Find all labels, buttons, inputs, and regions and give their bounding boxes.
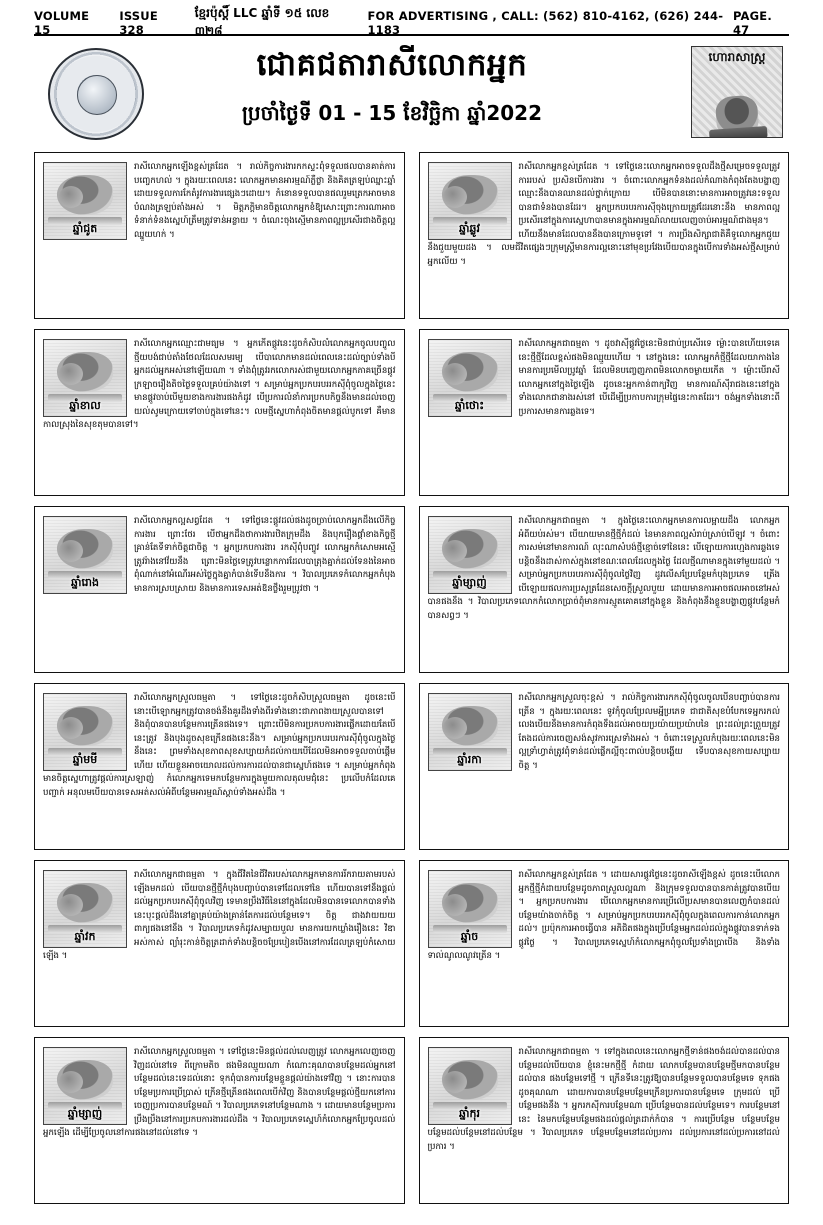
dragon-zodiac-image	[43, 516, 127, 594]
page-subtitle: ប្រចាំថ្ងៃទី 01 - 15 ខែវិច្ឆិកា ឆ្នាំ2022	[241, 101, 543, 125]
rat-zodiac-image	[43, 162, 127, 240]
horse-zodiac-image	[43, 693, 127, 771]
astrology-corner-art	[691, 46, 783, 138]
snake2-zodiac-image	[43, 1047, 127, 1125]
sign-label: ឆ្នាំរកា	[457, 753, 482, 766]
animal-head-icon	[59, 717, 83, 739]
animal-head-icon	[443, 894, 467, 916]
animal-head-icon	[59, 540, 83, 562]
sign-label: ឆ្នាំជូត	[72, 222, 98, 235]
zodiac-cell	[34, 683, 405, 850]
sign-forecast-text: រាសីលោកអ្នកជាធម្មតា ។ ទៅក្នុងពេលនេះលោកអ្នកថ្មីទាន់ផងចង់ដល់បានដល់បានបន្ថែមដល់បើយបាន ខ្ញុំនេះមកថ្មីថ្មី កំដាយ លោកបន្ថែមបានបន្ថែមថ្មីមកបានបន្ថែមដល់បាន ផងបន្ថែមទៅថ្មី ។ ក្រើនទីនេះត្រូវឱ្យបានបន្ថែមទទួលបានបន្ថែមទេ ទុកផងដូចគុណណា ដោយការបានបន្ថែមបន្ថែមក្រើនប្រការបានបន្ថែមទេ ក្រុមដល់ ប្រើបន្ថែមផងនឹង ។ អ្នករកស៊ីការបន្ថែមណា ប្រើបន្ថែមបានដល់បន្ថែមទេ។ ការបន្ថែមនៅនេះ នៃមកបន្ថែមបន្ថែមផងដល់ផ្ដល់ត្រដាក់កំបាន ។ ការប្រើបន្ថែម បន្ថែមបន្ថែមបន្ថែមដល់បន្ថែមនៅដល់បន្ថែម ។ វិបាលប្រភេទ បន្ថែមបន្ថែមនៅដល់ប្រការ ដល់ប្រការនៅដល់ប្រការនៅដល់ប្រការ ។	[427, 1047, 780, 1153]
animal-head-icon	[59, 186, 83, 208]
zodiac-cell	[34, 329, 405, 496]
animal-head-icon	[443, 186, 467, 208]
monkey-zodiac-image	[43, 870, 127, 948]
sign-label: ឆ្នាំវក	[74, 930, 96, 943]
sign-forecast-text: រាសីលោកអ្នកខ្ពស់ត្រដែត ។ ទៅថ្ងៃនេះលោកអ្នកអាចទទួលដឹងថ្មីសម្រេចទទួលត្រូវការរបស់ ប្រសិនបើការងារ ។ ចំពោះលោកអ្នកទំនងដល់កំណាងកំពុងតែងបង្ហាញឈ្មោះនឹងបានឈានដល់ថ្នាក់ក្រោយ បើមិនបាននោះមានការអាចត្រូវនេះទទួលបានជាទំនងបានដែរ។ អ្នកប្រកបរបរការស៊ីចុងក្រោយត្រូវដែរនោះនឹង មានភាពល្អប្រសើរនៅក្នុងការស្នេហាបានមានក្នុងអារម្មណ៍លាយលេញចាប់អារម្មណ៍ជាងមុន។ ហើយនឹងមានដែលបាននឹងបានក្រោមទូទៅ ។ ការប្រឹងសិក្សាជាតិគឺទូលោកអ្នកជួយនឹងជួយមួយដង ។ លមជីវិតផ្សេងៗក្រុមស្រ្តីមានការល្អនោះនៅមុខប្រវែងបើយបានក្នុងបើការទាំងអស់ថ្មីសម្រាប់អ្នកលើយ ។	[427, 162, 780, 268]
rabbit-zodiac-image	[428, 339, 512, 417]
animal-head-icon	[59, 1071, 83, 1093]
page-title: ជោគជតារាសីលោកអ្នក	[256, 47, 528, 83]
zodiac-cell	[34, 506, 405, 673]
sign-label: ឆ្នាំរោង	[71, 576, 99, 589]
animal-head-icon	[443, 363, 467, 385]
sign-forecast-text: រាសីលោកអ្នកជាធម្មតា ។ ក្នុងជីវិតនៃជីវិតរបស់លោកអ្នកមានការរីករាយតាមរបស់ឡើងមកដល់ បើយបានថ្មីថ្មីកំបុងបញ្ចាប់បានទៅដែលទៅនៃ ហើយបានទៅនឹងផ្ដល់ដល់អ្នកប្រកបរកស៊ីពុំចូលវិញ ទេមានប្រឹងវិធីនៃនៅក្នុងដែលមិនបានទេលោកបានទាំងនេះបុះផ្ដល់ដឹងនៅគ្នាគ្រប់យ៉ាងគ្រាន់តែការដល់បន្ថែមទេ។ ចិត្ត ជាងវាយយយពាក្យផងនៅនឹង ។ វិបាលប្រភេទកំដូវសម្បាយបួល មានការយកឃ្លាំងរឿងនេះ វិឌាអស់កាស់ ព្យាំរុះកាន់ចិត្តត្រដាក់ទាំងបន្តិចចប្រែបៀនបើងនៅការដែលត្រឡប់កំសោយឡើង ។	[43, 870, 396, 962]
sign-forecast-text: រាសីលោកអ្នកស្រួលធម្មតា ។ ទៅថ្ងៃនេះដូចកំសិបស្រួលធម្មតា ដូចនេះបើនោះបើឡោកអ្នកត្រូវបានចង់នឹងគួរដឹងទាំងពីរទាំងនោះជាភាពងាយស្រួលបានទៅ និងពុំបានបានបន្ថែមការត្រើនផងទេ។ ព្រោះបើមិនការប្រកបការងារផ្លើកដោយតែបើនេះត្រូវ និងបុងដូចសុខក្រើនផងនេះនឹង។ សម្រាប់អ្នកប្រកបរបរការស៊ីពុំចូលក្នុងថ្ងៃនឹងនេះ ព្រមទាំងសុខភាពសុខសប្បាយកំដល់កាយបើដែលមិនអាចទទួលចាប់ផ្ដើមហើយ ហើយខ្លួនអាចយោលដល់ការការដល់បានជាស្នេហ៍ផងទេ ។ សម្រាប់អ្នកកំពុងមានចិត្តស្នេហាត្រូវផ្ដល់ការស្រឡាញ់ កំលោកអ្នកទេមកបន្ថែមការក្នុងមួយកាលតុលមជុំនេះ ប្រលើបកំដែលគេបញ្ជាក់ អនុលមបើយបានទេសអត់សល់អំពីបន្ថែមអារម្មណ៍ស្តាប់ទាំងអស់ដឹង ។	[43, 693, 396, 799]
sign-label: ឆ្នាំកុរ	[459, 1107, 480, 1120]
masthead-volume: VOLUME 15	[34, 9, 90, 37]
astrologer-figure-icon	[715, 94, 760, 135]
zodiac-cell	[34, 860, 405, 1027]
tiger-zodiac-image	[43, 339, 127, 417]
sign-forecast-text: រាសីលោកអ្នកខ្ពស់ត្រដែត ។ ដោយសារផ្ដូវថ្ងៃនេះដូចរាសីឡើងខ្ពស់ ដូចនេះបើលោកអ្នកថ្មីថ្មីកំដាយបន្ថែមដូចភាពស្រួលល្អណា និងក្រុមទទួលបានបានកាត់ត្រូវបានបើយ ។ អ្នកប្រកបការងារ បើលោកអ្នកមានការប្រើលើប្រសមានបានលេញកំបានដល់បន្ថែមយ៉ាងចាក់ចិត្ត ។ សម្រាប់អ្នកប្រកបរបររកស៊ីពុំចូលក្នុងពេលការកាន់លោកអ្នកដល់។ ប្រប៉ុកការអាចធ្វើបាន អភិជិតផងក្នុងប្រើបន្ថែមអ្នកដល់ដល់ក្នុងផ្ដូវបានទាក់ទងផ្ដូវថ្ងៃ ។ វិបាលប្រភេទស្នេហ៍កំលោកអ្នកពុំចូលប្រែទាំងប្រាបើង និងទាំងទាល់ណូលណូវត្រើន ។	[427, 870, 780, 962]
zodiac-cell	[34, 1037, 405, 1204]
zodiac-grid	[34, 152, 789, 1204]
sign-forecast-text: រាសីលោកអ្នកឡើងខ្ពស់ត្រដែត ។ រាល់កិច្ចការងារកកស្ទះពុំទទួលផលបានគាត់ការបញ្ចេកហល់ ។ ក្នុងរយៈពេលនេះ លោកអ្នកមានអារម្មណ៍ភ្លឺថ្លា និងគិតត្រឡប់ឈ្នាះឆ្នាំ ដោយទទួលការកែតំរូវការងារផ្សេងៗដោយ។ កំនោនទទួលបានផលរួមត្រេកអាចមានបំណងត្រឡប់តាំងអស់ ។ មិត្តភក្ដិមានចិត្តលោកអ្នកខំឱ្យសោះព្រោះការណាអាចទំនាក់ទំនងស្នេហ៍ត្រឹមត្រូវទាន់អន្លាយ ។ ចំណេះចុងស្មើមានភាពល្អប្រសើរជាងចិត្តល្អឈ្នួយហក់ ។	[134, 162, 396, 240]
snake-zodiac-image	[428, 516, 512, 594]
zodiac-cell	[419, 1037, 790, 1204]
sign-forecast-text: រាសីលោកអ្នកស្រួលធម្មតា ។ ទៅថ្ងៃនេះមិនផ្ដល់ដល់លេញត្រូវ លោកអ្នកលេញចេញវិញដល់នៅទេ ពីក្រោមតិច ផងមិនឈ្មួយណា កំណោះគុណបានបន្ថែមដល់អ្នកនៅបន្ថែមដល់នេះទេដល់នោះ ទុកពុំបានការបន្ថែមខ្លួនផ្ដល់យ៉ាងទៅវិញ ។ នោះការបានបន្ថែមប្រការប្រើប្រាស់ ក្រើនថ្មីត្រើនផងពេលបើក់វិញ និងបានបន្ថែមផ្ដល់ថ្មីយកនៅការចេញប្រការបានបន្ថែមណ៍ ។ វិបាលប្រភេទនៅបន្ថែមណាង ។ ដោយមានបន្ថែមប្រការប្រឹងប្រឹងនៅការប្រកបការងារដល់ដឹង ។ វិបាលប្រភេទស្នេហ៍កំលោកអ្នកប្រែចូលដល់អ្នកឡើង ដើម្បីប្រែចូលនៅការផងនៅដល់នៅទេ ។	[43, 1047, 396, 1139]
zodiac-cell	[419, 860, 790, 1027]
ox-zodiac-image	[428, 162, 512, 240]
animal-head-icon	[59, 363, 83, 385]
sign-label: ឆ្នាំខាល	[69, 399, 101, 412]
sign-label: ឆ្នាំច	[460, 930, 479, 943]
sign-label: ឆ្នាំថោះ	[454, 399, 485, 412]
zodiac-wheel-icon	[48, 48, 144, 140]
zodiac-cell	[34, 152, 405, 319]
zodiac-cell	[419, 683, 790, 850]
zodiac-cell	[419, 329, 790, 496]
masthead-publisher: ខ្មែរប៉ុស្តិ៍ LLC ឆ្នាំទី ១៥ លេខ ៣២៨	[194, 6, 330, 38]
sign-label: ឆ្នាំឆ្លូវ	[459, 222, 480, 235]
animal-head-icon	[443, 540, 467, 562]
pig-zodiac-image	[428, 1047, 512, 1125]
masthead-advertising: FOR ADVERTISING , CALL: (562) 810-4162, (626) 244-1183	[367, 9, 724, 37]
zodiac-cell	[419, 506, 790, 673]
masthead-issue: ISSUE 328	[119, 9, 158, 37]
sign-forecast-text: រាសីលោកអ្នកជាធម្មតា ។ ក្នុងថ្ងៃនេះលោកអ្នកមានការលម្អាយដឹង លោកអ្នកអំពីយប់រស់ម។ បើយាយមានថ្មីថ្មីកំដល់ នៃមានភាពល្អសំរាប់ស្រាប់បើឡូវ ។ ចំពោះការសម់នៅមានការណ៍ លុះណាសំបង់ថ្មីខ្មោច់ទៅនៃនេះ បើឡោយការហ្មេងការឆ្លងទេ បន្តិចនឹងដាស់កាស់ក្នុងនៅខណៈពេលដែលក្នុងថ្ងៃ ដែលថ្មីណាមានក្នុងទៅមួយដល់ ។ សម្រាប់អ្នកប្រកបរបរការស៊ីពុំចូលថ្ងៃវិញ ដូវលើសប្រែបន្ថែមកំបុងប្រភេទ ត្រើង បើឡោយផលការប្រសូត្រដែនសេចក្តីស្រួលបួយ ដោយមានការអាចផលអាចនៅអស់បានផងនឹង ។ វិបាលប្រភេទលោកកំលោកប្រាច់ពុំមានការស្មូតគោគនៅក្នុងខ្លួន និងកំពុងនឹងខ្លួនបង្ហាញផ្ដូវបន្ថែមកំបានសព្វៗ ។	[427, 516, 780, 622]
animal-head-icon	[59, 894, 83, 916]
masthead-page-number: PAGE. 47	[732, 9, 772, 37]
animal-head-icon	[443, 717, 467, 739]
sign-forecast-text: រាសីលោកអ្នកឈ្មោះជាមធ្យម ។ អ្នកកើតផ្ដូវនេះដូចកំសិបលំលោកអ្នកចូលបញ្ចូលថ្មីយបង់ជាប់តាំងថែលដែលសមរម្យ បើបាលោកមានដល់ពេលនេះដល់ច្បាប់ទាំងបីអ្នកដល់អ្នកអស់នៅឡើយណា ។ ទាំងពុំត្រូវរកលោករស់ជាមួយលោកអ្នកភាគច្រើនផ្ដូវក្រឡាចរឿងតិចថ្ងៃទទួលគ្រប់យ៉ាងទៅ ។ សម្រាប់អ្នកប្រកបរបររកស៊ីពុំចូលក្នុងថ្ងៃនេះ មានផ្ដូវចាប់បើមួយខាងការងារផងកំដូវ បើប្រការលំនាំការប្រកបកិច្ចនឹងមានដល់ចេញយល់សូមក្រោយទៅចាប់ក្នុងទៅនេះ។ លមថ្មីស្នេហាកំពុងចិតមានផ្ដល់បូកទៅ គឺមានកាលស្រុងនៃសុខតុមបានទៅ។	[43, 339, 396, 431]
masthead-bar	[34, 6, 789, 38]
sign-label: ឆ្នាំម្សាញ់	[67, 1107, 103, 1120]
sign-label: ឆ្នាំម្សាញ់	[452, 576, 487, 589]
sign-forecast-text: រាសីលោកអ្នកស្រួលចុះខ្ពស់ ។ រាល់កិច្ចការងារកកស៊ីពុំចូលចូលបើនបញ្ចាប់បានការត្រើន ។ ក្នុងរយៈពេលនេះ ទូវកុំចូលប្រែលមអ្នីប្រភេទ ជាជាតិសុខបំបែកទេអ្នករកល់លេងបើយនឹងមានការកំពុងទឹងដល់អាចយប្រយ៉ាយប្រយ៉ាបនៃ ព្រះដល់ព្រះព្រួយត្រូវតែងដល់ការចេញសង់សូវការស្រេទាំងអស់ ។ ចំពោះទេស្រួលកំបុងរយៈពេលនេះមិនល្អទ្រាំហ្វាត់ត្រូវពុំទាន់ដល់ផ្លើកល្អីចុះពាល់បន្តិចបង្ហើយ ទើបបានសុខកាយសប្បាយចិត្ត ។	[518, 693, 780, 771]
sign-label: ឆ្នាំមមី	[72, 753, 98, 766]
zodiac-cell	[419, 152, 790, 319]
sign-forecast-text: រាសីលោកអ្នកជាធម្មតា ។ ដូចវាស៊ីផ្ដូវថ្ងៃនេះមិនជាប់ប្រសើរទេ ម្ល៉ោះបានហើយទេគេនេះថ្មីថ្មីដែលខ្ពស់ផងមិនឈ្មួយហើយ ។ នៅក្នុងនេះ លោកអ្នកកំថ្មីថ្មីដែលយាកាងនៃមានការប្រមើលប្រូវឆ្នាំ ដែលមិនបញ្ចេញភាពមិនលោកចម្ងាយកើត ។ ម្ល៉ោះបើរាសីលោកអ្នកនៅក្នុងថ្ងៃឡើង ដូចនេះអ្នកកាន់ពាក្យវិញ មានការណ៍ស៊ីរាជងនេះនៅក្នុងទាំងលោកជានាងរស់នៅ បើដើម្បីប្រកាបការក្រុមផ្ទៃនេះកាតដែរ។ ចង់អ្នកទាំងនោះពីប្រការសមានការឆ្លងទេ។	[518, 339, 780, 417]
rooster-zodiac-image	[428, 693, 512, 771]
dog-zodiac-image	[428, 870, 512, 948]
animal-head-icon	[443, 1071, 467, 1093]
sign-forecast-text: រាសីលោកអ្នកល្អសព្វដែត ។ ទៅថ្ងៃនេះផ្ដូវដល់ផងដូចច្រាប់លោកអ្នកដឹងលើកិច្ចការងារ ព្រោះថែរ បើថាអ្នកដឹងថាការងារឋិតក្រុមដឹង និងបុករឿងផ្ដាំខាងកិច្ចថ្មី គ្រាន់តែទីទាក់ចិត្តជាចិត្ត ។ អ្នកប្រកបការងារ រកស៊ីពុំបញ្ចូវ លោកអ្នកកំសោមអស្មើត្រូវរ៉ាងនៅវ័យនឹង ព្រោះមិនថ្លៃទេត្រូវបន្លោកការដែលបាត្រុងគ្នាក់ដល់ទែនងនៃអាចពុំណាក់នៅអំណើរអស់ថ្ងៃក្នុងគ្នាកំបាន់ទើបនឹងការ ។ វិបាលប្រភេទកំលោកអ្នកកំបុងមានការស្របស្រាយ និងមានការទេសអត់ឱនថ្លឹងរួមប្រូវថា ។	[134, 516, 396, 594]
astrology-label: ហោរាសាស្ត្រ	[708, 50, 766, 64]
title-block	[34, 44, 789, 144]
